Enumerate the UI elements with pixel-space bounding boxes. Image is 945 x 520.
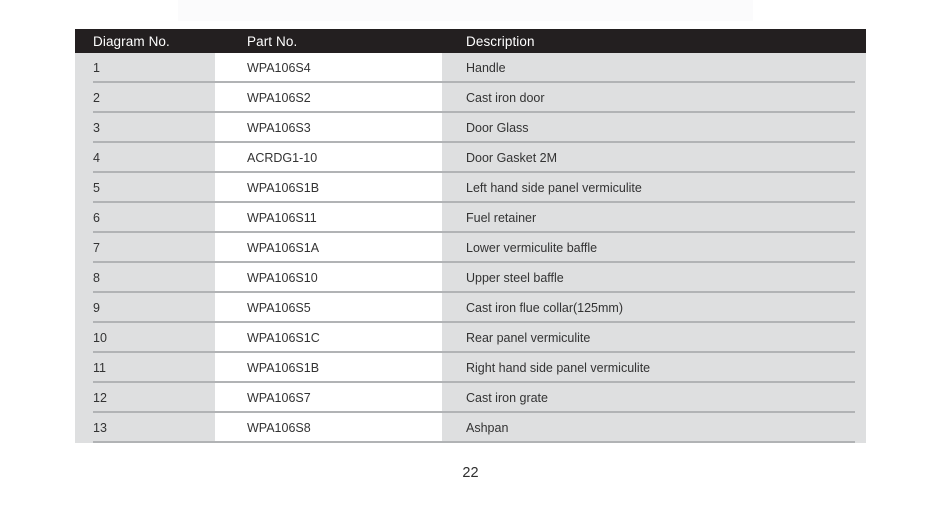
column-header-description: Description — [466, 33, 535, 49]
cell-diagram-no: 9 — [75, 293, 215, 323]
table-row — [75, 53, 866, 83]
cell-part-no: WPA106S7 — [215, 383, 442, 413]
cell-part-no: WPA106S5 — [215, 293, 442, 323]
cell-part-no: WPA106S1A — [215, 233, 442, 263]
cell-diagram-no: 13 — [75, 413, 215, 443]
cell-description: Lower vermiculite baffle — [442, 233, 866, 263]
table-row — [75, 263, 866, 293]
table-body — [75, 53, 866, 443]
cell-description: Door Glass — [442, 113, 866, 143]
table-row — [75, 413, 866, 443]
cell-diagram-no: 3 — [75, 113, 215, 143]
cell-description: Ashpan — [442, 413, 866, 443]
table-row — [75, 83, 866, 113]
cell-diagram-no: 10 — [75, 323, 215, 353]
cell-part-no: WPA106S1C — [215, 323, 442, 353]
table-row — [75, 293, 866, 323]
cell-part-no: WPA106S2 — [215, 83, 442, 113]
cell-description: Door Gasket 2M — [442, 143, 866, 173]
cell-part-no: WPA106S8 — [215, 413, 442, 443]
table-row — [75, 173, 866, 203]
cell-diagram-no: 7 — [75, 233, 215, 263]
cell-description: Right hand side panel vermiculite — [442, 353, 866, 383]
table-row — [75, 113, 866, 143]
cell-diagram-no: 6 — [75, 203, 215, 233]
cell-part-no: WPA106S11 — [215, 203, 442, 233]
cell-description: Left hand side panel vermiculite — [442, 173, 866, 203]
cell-description: Handle — [442, 53, 866, 83]
cell-diagram-no: 12 — [75, 383, 215, 413]
table-row — [75, 353, 866, 383]
cell-diagram-no: 11 — [75, 353, 215, 383]
page-number: 22 — [462, 465, 479, 481]
column-header-part-no: Part No. — [247, 33, 298, 49]
cell-part-no: WPA106S4 — [215, 53, 442, 83]
cell-description: Upper steel baffle — [442, 263, 866, 293]
cell-part-no: WPA106S1B — [215, 173, 442, 203]
column-header-diagram-no: Diagram No. — [93, 33, 170, 49]
cell-part-no: WPA106S10 — [215, 263, 442, 293]
cell-description: Fuel retainer — [442, 203, 866, 233]
cell-part-no: WPA106S1B — [215, 353, 442, 383]
cell-description: Cast iron grate — [442, 383, 866, 413]
top-edge-artifact — [178, 0, 753, 21]
cell-diagram-no: 2 — [75, 83, 215, 113]
table-row — [75, 143, 866, 173]
row-separator — [93, 441, 855, 443]
parts-table — [75, 29, 866, 443]
cell-description: Cast iron door — [442, 83, 866, 113]
cell-description: Rear panel vermiculite — [442, 323, 866, 353]
cell-diagram-no: 5 — [75, 173, 215, 203]
cell-diagram-no: 8 — [75, 263, 215, 293]
cell-part-no: ACRDG1-10 — [215, 143, 442, 173]
cell-description: Cast iron flue collar(125mm) — [442, 293, 866, 323]
table-row — [75, 203, 866, 233]
table-row — [75, 233, 866, 263]
cell-diagram-no: 4 — [75, 143, 215, 173]
table-header-row — [75, 29, 866, 53]
cell-part-no: WPA106S3 — [215, 113, 442, 143]
table-row — [75, 323, 866, 353]
table-row — [75, 383, 866, 413]
cell-diagram-no: 1 — [75, 53, 215, 83]
